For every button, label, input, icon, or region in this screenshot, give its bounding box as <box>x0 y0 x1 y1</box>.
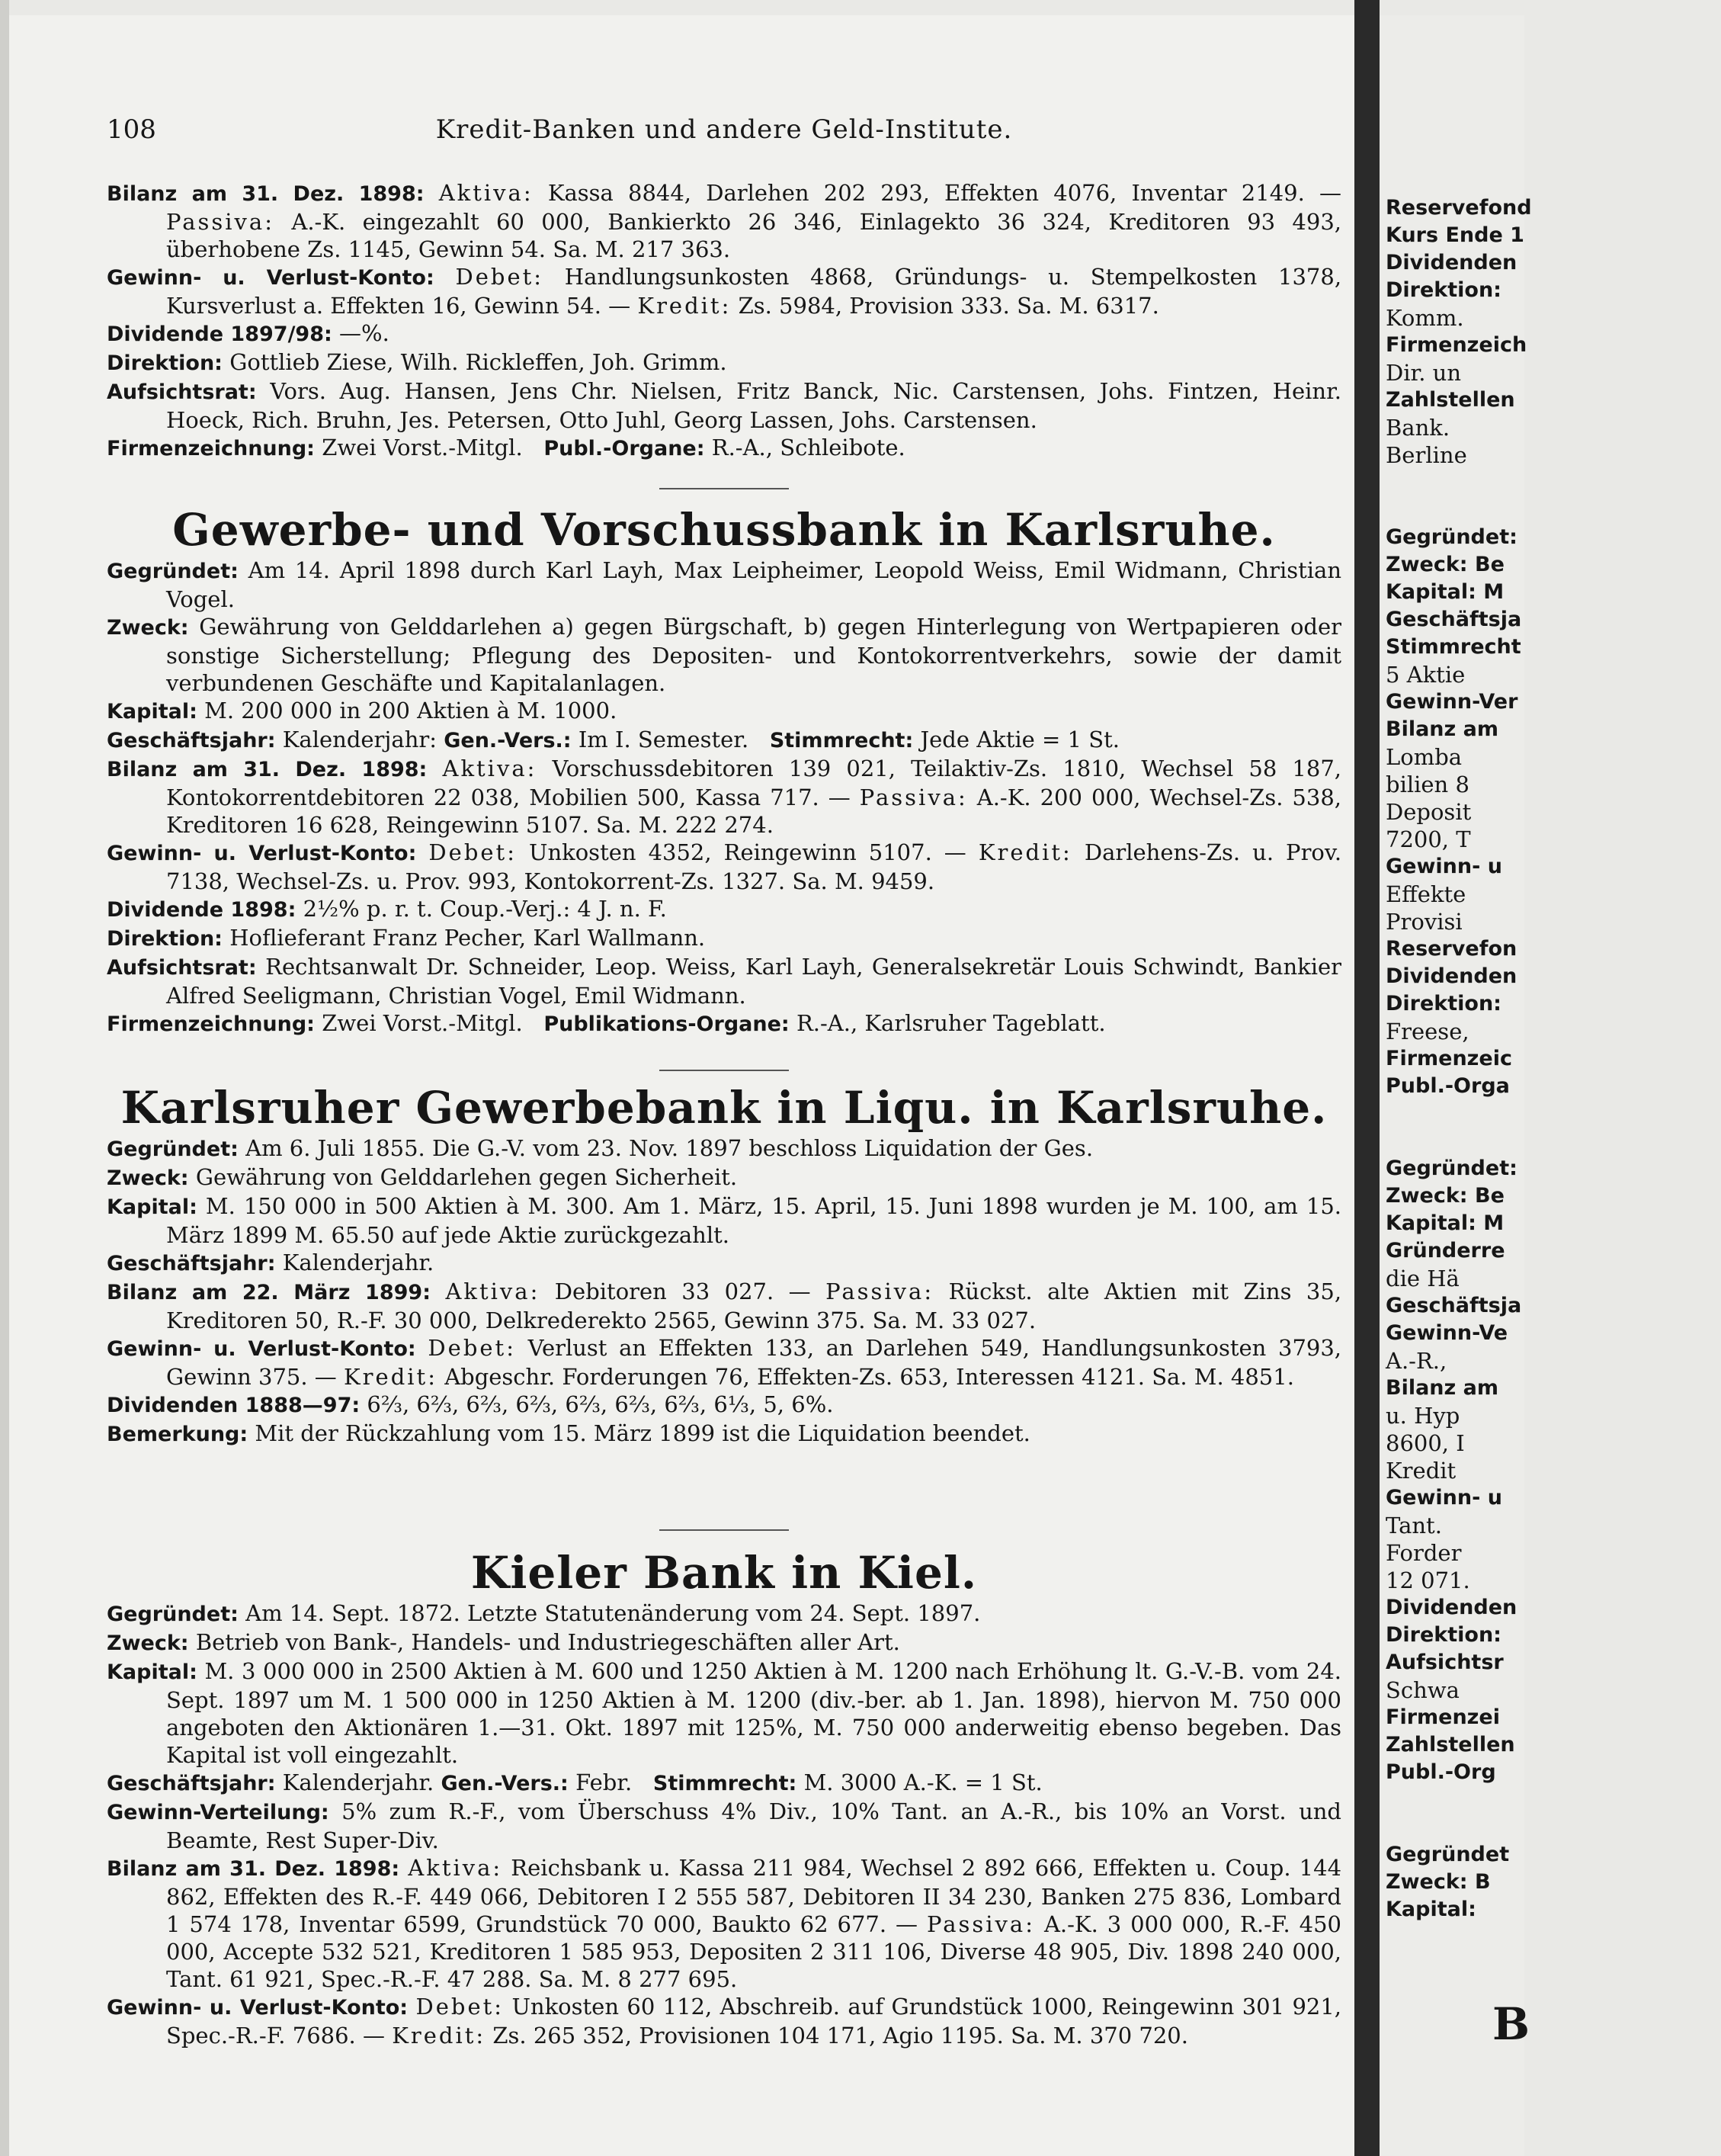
separator-2-wrap <box>107 1070 1341 1071</box>
bilanz-paragraph: Bilanz am 31. Dez. 1898: Aktiva: Kassa 8844, Darlehen 202 293, Effekten 4076, Inventar 2149. — Passiva: A.-K. eingezahlt 60 000, Bankierkto 26 346, Einlagekto 36 324, Kreditoren 93 493, überhobene Zs. 1145, Gewinn 54. Sa. M. 217 363. <box>107 180 1341 262</box>
adjacent-line: Firmenzei <box>1386 1705 1500 1729</box>
separator-3-wrap <box>107 1529 1341 1531</box>
adjacent-line: Gegründet: <box>1386 525 1517 549</box>
adjacent-page-text <box>1386 194 1614 1923</box>
adjacent-line: Bank. <box>1386 415 1450 441</box>
kapital-paragraph: Kapital: M. 3 000 000 in 2500 Aktien à M. 600 und 1250 Aktien à M. 1200 nach Erhöhung lt. G.-V.-B. vom 24. Sept. 1897 um M. 1 500 000 in 1250 Aktien à M. 1200 (div.-ber. ab 1. Jan. 1898), hiervon M. 750 000 angeboten den Aktionären 1.—31. Okt. 1897 mit 125%, M. 750 000 anderweitig ebenso begeben. Das Kapital ist voll eingezahlt. <box>107 1658 1341 1768</box>
continued-entry <box>107 179 1341 463</box>
adjacent-line: Freese, <box>1386 1019 1469 1044</box>
scan-border-left <box>0 0 9 2156</box>
adjacent-line: 12 071. <box>1386 1567 1470 1593</box>
adjacent-line: Effekte <box>1386 881 1466 907</box>
adjacent-line: Kredit <box>1386 1458 1457 1484</box>
adjacent-line: Reservefon <box>1386 937 1517 961</box>
adjacent-line: Zweck: Be <box>1386 553 1505 576</box>
adjacent-page-edge <box>1380 15 1532 2156</box>
adjacent-line: Deposit <box>1386 799 1472 825</box>
gewinn-verlust-paragraph: Gewinn- u. Verlust-Konto: Debet: Handlungsunkosten 4868, Gründungs- u. Stempelkosten 1378, Kursverlust a. Effekten 16, Gewinn 54. — Kredit: Zs. 5984, Provision 333. Sa. M. 6317. <box>107 264 1342 319</box>
adjacent-line: Gegründet: <box>1386 1157 1517 1180</box>
adjacent-line: Firmenzeic <box>1386 1047 1512 1070</box>
geschaeftsjahr-paragraph: Geschäftsjahr: Kalenderjahr. Gen.-Vers.: Febr. Stimmrecht: M. 3000 A.-K. = 1 St. <box>107 1769 1043 1795</box>
adjacent-line: Dividenden <box>1386 964 1517 988</box>
adjacent-line: Zahlstellen <box>1386 388 1515 412</box>
adjacent-line <box>1386 1786 1614 1814</box>
kapital-paragraph: Kapital: M. 200 000 in 200 Aktien à M. 1000. <box>107 698 617 723</box>
aufsichtsrat-paragraph: Aufsichtsrat: Rechtsanwalt Dr. Schneider, Leop. Weiss, Karl Layh, Generalsekretär Louis Schwindt, Bankier Alfred Seeligmann, Christian Vogel, Emil Widmann. <box>107 954 1342 1009</box>
direktion-paragraph: Direktion: Hoflieferant Franz Pecher, Karl Wallmann. <box>107 925 706 951</box>
adjacent-line: bilien 8 <box>1386 772 1469 797</box>
adjacent-line: A.-R., <box>1386 1348 1447 1374</box>
firmenzeichnung-paragraph: Firmenzeichnung: Zwei Vorst.-Mitgl. Publikations-Organe: R.-A., Karlsruher Tageblatt. <box>107 1010 1106 1036</box>
dividenden-paragraph: Dividenden 1888—97: 6⅔, 6⅔, 6⅔, 6⅔, 6⅔, 6⅔, 6⅔, 6⅓, 5, 6%. <box>107 1391 834 1417</box>
gegruendet-paragraph: Gegründet: Am 14. Sept. 1872. Letzte Statutenänderung vom 24. Sept. 1897. <box>107 1600 981 1626</box>
adjacent-line: Gewinn- u <box>1386 855 1502 878</box>
adjacent-line: Geschäftsja <box>1386 608 1522 631</box>
gegruendet-paragraph: Gegründet: Am 6. Juli 1855. Die G.-V. vom 23. Nov. 1897 beschloss Liquidation der Ges. <box>107 1135 1094 1161</box>
adjacent-line: Direktion: <box>1386 278 1501 302</box>
adjacent-line: Gewinn- u <box>1386 1486 1502 1510</box>
dividende-paragraph: Dividende 1897/98: —%. <box>107 320 389 346</box>
adjacent-line: Zweck: Be <box>1386 1184 1505 1208</box>
adjacent-line: Dir. un <box>1386 360 1461 386</box>
running-head: Kredit-Banken und andere Geld-Institute. <box>435 114 1013 145</box>
adjacent-line: Stimmrecht <box>1386 635 1521 659</box>
adjacent-page-title-fragment <box>1386 1997 1614 2051</box>
adjacent-line: Publ.-Org <box>1386 1760 1496 1784</box>
separator-1-wrap <box>107 488 1341 489</box>
aufsichtsrat-paragraph: Aufsichtsrat: Vors. Aug. Hansen, Jens Chr. Nielsen, Fritz Banck, Nic. Carstensen, Johs. Fintzen, Heinr. Hoeck, Rich. Bruhn, Jes. Petersen, Otto Juhl, Georg Lassen, Johs. Carstensen. <box>107 378 1341 433</box>
adjacent-line: Gegründet <box>1386 1843 1510 1866</box>
adjacent-line <box>1386 469 1614 496</box>
bemerkung-paragraph: Bemerkung: Mit der Rückzahlung vom 15. März 1899 ist die Liquidation beendet. <box>107 1420 1030 1446</box>
entry-kieler-bank <box>107 1546 1341 2049</box>
adjacent-line: Forder <box>1386 1540 1462 1566</box>
adjacent-line: Aufsichtsr <box>1386 1651 1504 1674</box>
adjacent-line: Gewinn-Ve <box>1386 1321 1508 1345</box>
geschaeftsjahr-paragraph: Geschäftsjahr: Kalenderjahr. <box>107 1250 434 1275</box>
gewinn-verlust-paragraph: Gewinn- u. Verlust-Konto: Debet: Verlust an Effekten 133, an Darlehen 549, Handlungsunkosten 3793, Gewinn 375. — Kredit: Abgeschr. Forderungen 76, Effekten-Zs. 653, Interessen 4121. Sa. M. 4851. <box>107 1335 1342 1390</box>
direktion-paragraph: Direktion: Gottlieb Ziese, Wilh. Rickleffen, Joh. Grimm. <box>107 349 727 375</box>
adjacent-line: Gewinn-Ver <box>1386 690 1518 714</box>
adjacent-line <box>1386 1814 1614 1841</box>
gewinn-verlust-paragraph: Gewinn- u. Verlust-Konto: Debet: Unkosten 60 112, Abschreib. auf Grundstück 1000, Reingewinn 301 921, Spec.-R.-F. 7686. — Kredit: Zs. 265 352, Provisionen 104 171, Agio 1195. Sa. M. 370 720. <box>107 1994 1342 2049</box>
zweck-paragraph: Zweck: Gewährung von Gelddarlehen a) gegen Bürgschaft, b) gegen Hinterlegung von Wertpapieren oder sonstige Sicherstellung; Pflegung des Depositen- und Kontokorrentverkehrs, sowie der damit verbundenen Geschäfte und Kapitalanlagen. <box>107 614 1341 696</box>
entry-karlsruher-gewerbebank <box>107 1081 1341 1449</box>
adjacent-line: Zahlstellen <box>1386 1733 1515 1757</box>
adjacent-line <box>1386 496 1614 524</box>
adjacent-line: Schwa <box>1386 1677 1460 1703</box>
adjacent-line: 5 Aktie <box>1386 662 1466 688</box>
adjacent-line: Tant. <box>1386 1513 1442 1538</box>
adjacent-line: Gründerre <box>1386 1239 1505 1262</box>
adjacent-line: Lomba <box>1386 744 1463 770</box>
adjacent-line: Kapital: M <box>1386 580 1505 604</box>
adjacent-line: Reservefond <box>1386 196 1532 220</box>
adjacent-line: Publ.-Orga <box>1386 1074 1510 1098</box>
entry-gewerbe-vorschussbank <box>107 503 1341 1038</box>
book-gutter <box>1354 0 1380 2156</box>
adjacent-line: die Hä <box>1386 1266 1460 1291</box>
zweck-paragraph: Zweck: Betrieb von Bank-, Handels- und Industriegeschäften aller Art. <box>107 1629 900 1655</box>
bank-title: Karlsruher Gewerbebank in Liqu. in Karlsruhe. <box>120 1082 1328 1134</box>
gewinn-verlust-paragraph: Gewinn- u. Verlust-Konto: Debet: Unkosten 4352, Reingewinn 5107. — Kredit: Darlehens-Zs. u. Prov. 7138, Wechsel-Zs. u. Prov. 993, Kontokorrent-Zs. 1327. Sa. M. 9459. <box>107 839 1342 894</box>
adjacent-line: u. Hyp <box>1386 1403 1460 1429</box>
bilanz-paragraph: Bilanz am 22. März 1899: Aktiva: Debitoren 33 027. — Passiva: Rückst. alte Aktien mit Zins 35, Kreditoren 50, R.-F. 30 000, Delkrederekto 2565, Gewinn 375. Sa. M. 33 027. <box>107 1279 1342 1333</box>
separator-rule <box>659 1070 789 1071</box>
adjacent-line <box>1386 1128 1614 1155</box>
adjacent-line: 7200, T <box>1386 826 1471 852</box>
adjacent-line: Dividenden <box>1386 1596 1517 1619</box>
gegruendet-paragraph: Gegründet: Am 14. April 1898 durch Karl Layh, Max Leipheimer, Leopold Weiss, Emil Widmann, Christian Vogel. <box>107 557 1341 612</box>
adjacent-line: Zweck: B <box>1386 1870 1491 1894</box>
adjacent-line: Komm. <box>1386 305 1464 331</box>
gewinn-verteilung-paragraph: Gewinn-Verteilung: 5% zum R.-F., vom Überschuss 4% Div., 10% Tant. an A.-R., bis 10% an Vorst. und Beamte, Rest Super-Div. <box>107 1798 1341 1853</box>
bank-title: Kieler Bank in Kiel. <box>470 1547 978 1599</box>
firmenzeichnung-paragraph: Firmenzeichnung: Zwei Vorst.-Mitgl. Publ.-Organe: R.-A., Schleibote. <box>107 435 905 460</box>
page-header <box>107 114 1341 149</box>
separator-rule <box>659 1529 789 1531</box>
adjacent-line: Berline <box>1386 442 1467 468</box>
bank-title: Gewerbe- und Vorschussbank in Karlsruhe. <box>172 504 1276 556</box>
dividende-paragraph: Dividende 1898: 2½% p. r. t. Coup.-Verj.: 4 J. n. F. <box>107 896 667 922</box>
adjacent-line: Bilanz am <box>1386 1376 1498 1400</box>
bilanz-paragraph: Bilanz am 31. Dez. 1898: Aktiva: Reichsbank u. Kassa 211 984, Wechsel 2 892 666, Effekten u. Coup. 144 862, Effekten des R.-F. 449 066, Debitoren I 2 555 587, Debitoren II 34 230, Banken 275 836, Lombard 1 574 178, Inventar 6599, Grundstück 70 000, Baukto 62 677. — Passiva: A.-K. 3 000 000, R.-F. 450 000, Accepte 532 521, Kreditoren 1 585 953, Depositen 2 311 106, Diverse 48 905, Div. 1898 240 000, Tant. 61 921, Spec.-R.-F. 47 288. Sa. M. 8 277 695. <box>107 1855 1342 1992</box>
adjacent-line <box>1386 1100 1614 1128</box>
page-number: 108 <box>107 114 156 145</box>
adjacent-line: Provisi <box>1386 909 1463 935</box>
geschaeftsjahr-paragraph: Geschäftsjahr: Kalenderjahr: Gen.-Vers.: Im I. Semester. Stimmrecht: Jede Aktie = 1 St. <box>107 727 1120 752</box>
separator-rule <box>659 488 789 489</box>
adjacent-line: Kurs Ende 1 <box>1386 223 1524 247</box>
adjacent-line: Bilanz am <box>1386 717 1498 741</box>
zweck-paragraph: Zweck: Gewährung von Gelddarlehen gegen Sicherheit. <box>107 1164 738 1190</box>
bilanz-paragraph: Bilanz am 31. Dez. 1898: Aktiva: Vorschussdebitoren 139 021, Teilaktiv-Zs. 1810, Wechsel 58 187, Kontokorrentdebitoren 22 038, Mobilien 500, Kassa 717. — Passiva: A.-K. 200 000, Wechsel-Zs. 538, Kreditoren 16 628, Reingewinn 5107. Sa. M. 222 274. <box>107 756 1342 838</box>
adjacent-line: Direktion: <box>1386 992 1501 1015</box>
adjacent-line: Firmenzeich <box>1386 333 1527 357</box>
adjacent-line: 8600, I <box>1386 1430 1465 1456</box>
adjacent-line: Kapital: M <box>1386 1211 1505 1235</box>
kapital-paragraph: Kapital: M. 150 000 in 500 Aktien à M. 300. Am 1. März, 15. April, 15. Juni 1898 wurden je M. 100, am 15. März 1899 M. 65.50 auf jede Aktie zurückgezahlt. <box>107 1193 1341 1248</box>
adjacent-title-letter: B <box>1492 1998 1530 2050</box>
adjacent-line: Geschäftsja <box>1386 1294 1522 1317</box>
adjacent-line: Kapital: <box>1386 1898 1476 1921</box>
adjacent-line: Dividenden <box>1386 251 1517 274</box>
adjacent-line: Direktion: <box>1386 1623 1501 1647</box>
